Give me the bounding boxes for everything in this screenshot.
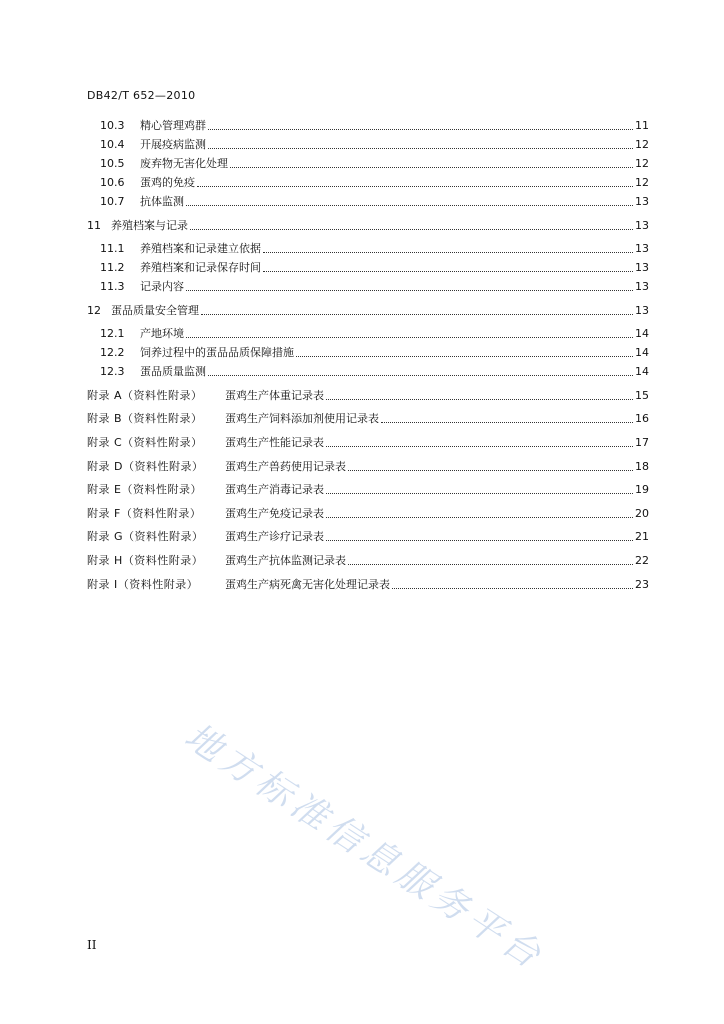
dot-leader: [326, 493, 633, 494]
toc-entry-page: 12: [635, 157, 649, 170]
toc-entry-title: 蛋鸡生产病死禽无害化处理记录表: [225, 578, 390, 591]
toc-entry-page: 13: [635, 304, 649, 317]
toc-entry-page: 13: [635, 219, 649, 232]
toc-entry-number: 附录 A（资料性附录）: [87, 389, 203, 402]
toc-entry-number: 11.3: [100, 280, 125, 293]
toc-entry-page: 13: [635, 280, 649, 293]
toc-entry-title: 蛋鸡生产诊疗记录表: [225, 530, 324, 543]
toc-entry-page: 12: [635, 176, 649, 189]
toc-entry-number: 附录 H（资料性附录）: [87, 554, 204, 567]
toc-entry[interactable]: [87, 577, 649, 593]
toc-entry-number: 10.3: [100, 119, 125, 132]
dot-leader: [326, 446, 633, 447]
toc-entry-number: 10.7: [100, 195, 125, 208]
dot-leader: [348, 564, 633, 565]
toc-entry-page: 17: [635, 436, 649, 449]
dot-leader: [381, 422, 633, 423]
dot-leader: [348, 470, 633, 471]
dot-leader: [392, 588, 633, 589]
toc-entry-title: 蛋鸡生产饲料添加剂使用记录表: [225, 412, 379, 425]
toc-entry-title: 养殖档案和记录建立依据: [140, 242, 261, 255]
toc-entry[interactable]: [87, 194, 649, 210]
toc-entry[interactable]: [87, 345, 649, 361]
toc-entry-title: 废弃物无害化处理: [140, 157, 228, 170]
dot-leader: [197, 186, 633, 187]
toc-entry-page: 23: [635, 578, 649, 591]
dot-leader: [326, 399, 633, 400]
toc-entry-title: 蛋品质量安全管理: [111, 304, 199, 317]
dot-leader: [230, 167, 633, 168]
toc-entry[interactable]: [87, 260, 649, 276]
toc-entry-page: 14: [635, 327, 649, 340]
toc-entry-number: 12.2: [100, 346, 125, 359]
toc-entry-title: 产地环境: [140, 327, 184, 340]
toc-entry-title: 精心管理鸡群: [140, 119, 206, 132]
toc-entry-page: 14: [635, 365, 649, 378]
toc-entry-page: 15: [635, 389, 649, 402]
toc-entry-number: 11.1: [100, 242, 125, 255]
toc-entry-page: 13: [635, 242, 649, 255]
toc-entry[interactable]: [87, 326, 649, 342]
page-number: II: [87, 938, 97, 952]
toc-entry-number: 12.3: [100, 365, 125, 378]
toc-entry[interactable]: [87, 279, 649, 295]
toc-entry[interactable]: [87, 241, 649, 257]
dot-leader: [326, 517, 633, 518]
toc-entry-title: 蛋鸡生产消毒记录表: [225, 483, 324, 496]
watermark-text: 地方标准信息服务平台: [177, 715, 552, 979]
toc-entry-title: 抗体监测: [140, 195, 184, 208]
toc-entry[interactable]: [87, 482, 649, 498]
toc-entry-title: 蛋鸡生产抗体监测记录表: [225, 554, 346, 567]
toc-entry-page: 12: [635, 138, 649, 151]
toc-entry-page: 14: [635, 346, 649, 359]
toc-entry-page: 11: [635, 119, 649, 132]
toc-entry-page: 13: [635, 195, 649, 208]
toc-entry[interactable]: [87, 388, 649, 404]
toc-entry-title: 记录内容: [140, 280, 184, 293]
toc-entry-title: 蛋鸡生产性能记录表: [225, 436, 324, 449]
toc-entry-page: 13: [635, 261, 649, 274]
toc-entry-page: 18: [635, 460, 649, 473]
dot-leader: [208, 129, 633, 130]
toc-entry-number: 附录 E（资料性附录）: [87, 483, 202, 496]
toc-entry[interactable]: [87, 529, 649, 545]
toc-entry[interactable]: [87, 303, 649, 319]
toc-entry-title: 饲养过程中的蛋品品质保障措施: [140, 346, 294, 359]
toc-entry[interactable]: [87, 175, 649, 191]
toc-entry-number: 附录 D（资料性附录）: [87, 460, 204, 473]
document-id: DB42/T 652—2010: [87, 89, 196, 102]
toc-entry[interactable]: [87, 411, 649, 427]
toc-entry-number: 12: [87, 304, 101, 317]
toc-entry-title: 养殖档案与记录: [111, 219, 188, 232]
toc-entry-number: 11.2: [100, 261, 125, 274]
toc-entry-page: 22: [635, 554, 649, 567]
toc-entry[interactable]: [87, 137, 649, 153]
toc-entry-number: 12.1: [100, 327, 125, 340]
toc-entry-title: 蛋鸡生产免疫记录表: [225, 507, 324, 520]
toc-entry-number: 附录 C（资料性附录）: [87, 436, 203, 449]
toc-entry-page: 19: [635, 483, 649, 496]
dot-leader: [296, 356, 633, 357]
toc-entry[interactable]: [87, 218, 649, 234]
toc-entry-number: 附录 B（资料性附录）: [87, 412, 203, 425]
toc-entry-page: 16: [635, 412, 649, 425]
dot-leader: [208, 375, 633, 376]
toc-entry-title: 蛋品质量监测: [140, 365, 206, 378]
dot-leader: [186, 205, 633, 206]
dot-leader: [326, 540, 633, 541]
toc-entry-number: 11: [87, 219, 101, 232]
toc-entry[interactable]: [87, 459, 649, 475]
dot-leader: [208, 148, 633, 149]
toc-entry[interactable]: [87, 118, 649, 134]
toc-entry[interactable]: [87, 156, 649, 172]
toc-entry-title: 蛋鸡生产体重记录表: [225, 389, 324, 402]
dot-leader: [201, 314, 633, 315]
toc-entry-number: 附录 G（资料性附录）: [87, 530, 204, 543]
toc-entry[interactable]: [87, 435, 649, 451]
toc-entry-title: 蛋鸡生产兽药使用记录表: [225, 460, 346, 473]
toc-entry-title: 养殖档案和记录保存时间: [140, 261, 261, 274]
toc-entry-number: 10.6: [100, 176, 125, 189]
toc-entry-number: 10.4: [100, 138, 125, 151]
toc-entry-title: 开展疫病监测: [140, 138, 206, 151]
toc-entry[interactable]: [87, 506, 649, 522]
toc-entry[interactable]: [87, 553, 649, 569]
toc-entry[interactable]: [87, 364, 649, 380]
toc-entry-number: 10.5: [100, 157, 125, 170]
toc-entry-number: 附录 I（资料性附录）: [87, 578, 199, 591]
dot-leader: [186, 337, 633, 338]
toc-entry-title: 蛋鸡的免疫: [140, 176, 195, 189]
dot-leader: [186, 290, 633, 291]
dot-leader: [263, 271, 633, 272]
toc-entry-page: 21: [635, 530, 649, 543]
dot-leader: [263, 252, 633, 253]
toc-entry-page: 20: [635, 507, 649, 520]
toc-entry-number: 附录 F（资料性附录）: [87, 507, 202, 520]
dot-leader: [190, 229, 633, 230]
